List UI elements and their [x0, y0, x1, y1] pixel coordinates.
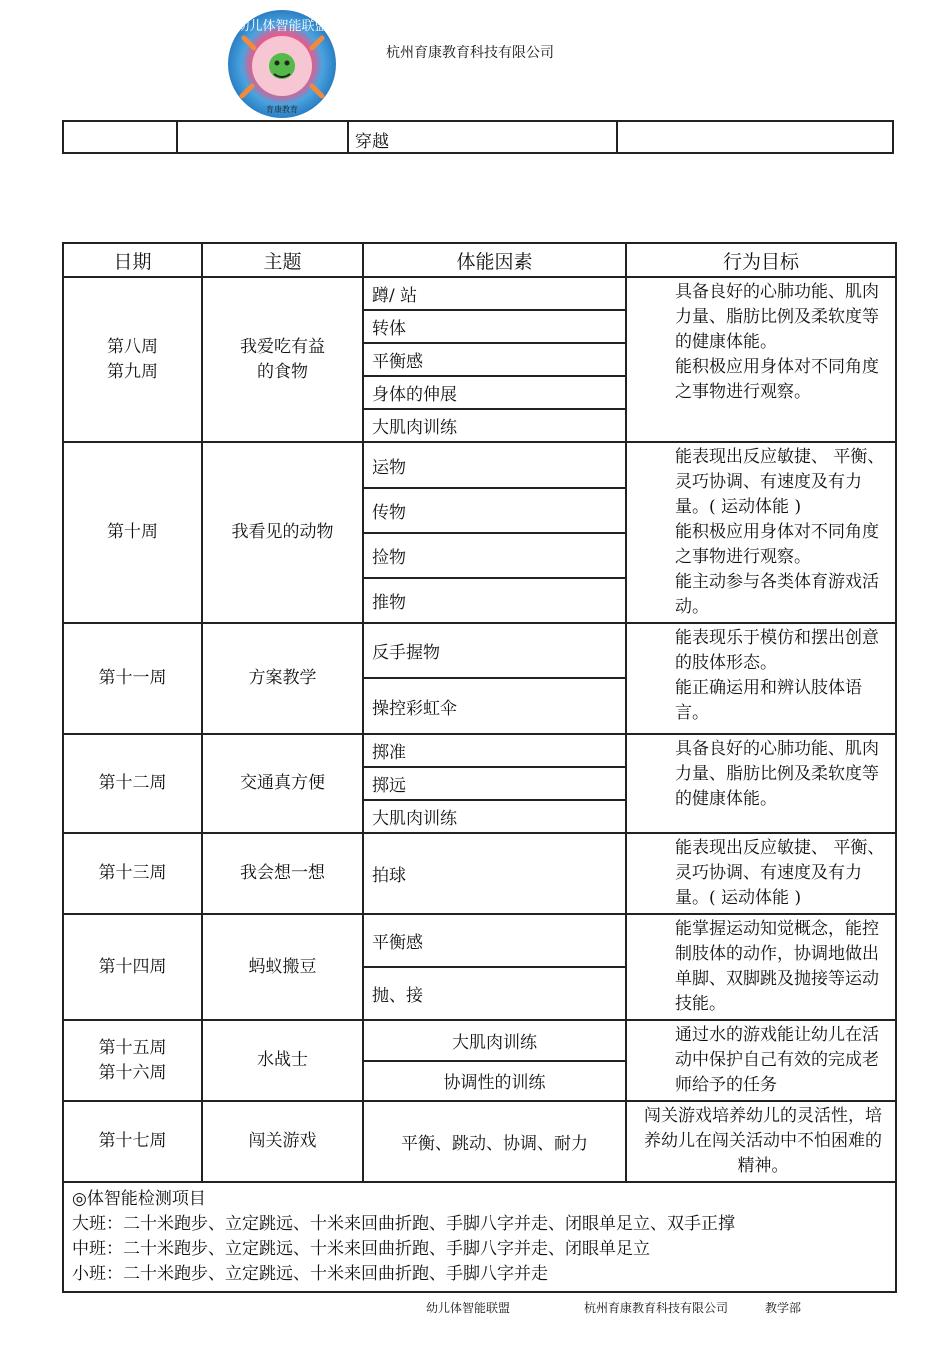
top-cell-1 — [64, 122, 178, 152]
factor-cell: 平衡感 — [363, 914, 626, 967]
top-cell-2 — [178, 122, 349, 152]
date-cell: 第十三周 — [63, 833, 202, 914]
curriculum-table — [62, 242, 897, 1293]
header-goals: 行为目标 — [626, 243, 896, 277]
goal-cell: 通过水的游戏能让幼儿在活动中保护自己有效的完成老师给予的任务 — [626, 1020, 896, 1101]
factor-cell: 操控彩虹伞 — [363, 678, 626, 734]
theme-cell: 方案教学 — [202, 623, 363, 734]
date-cell: 第十周 — [63, 442, 202, 623]
factor-cell: 身体的伸展 — [363, 376, 626, 409]
goal-cell: 能表现出反应敏捷、 平衡、灵巧协调、有速度及有力量。( 运动体能 ) 能积极应用身体对不同角度之事物进行观察。 能主动参与各类体育游戏活动。 — [626, 442, 896, 623]
factor-cell: 传物 — [363, 488, 626, 533]
table-row — [63, 442, 896, 488]
theme-cell: 交通真方便 — [202, 734, 363, 833]
table-header-row — [63, 243, 896, 277]
date-cell: 第十五周 第十六周 — [63, 1020, 202, 1101]
company-name: 杭州育康教育科技有限公司 — [386, 45, 554, 61]
header-date: 日期 — [63, 243, 202, 277]
date-cell: 第十二周 — [63, 734, 202, 833]
goal-cell: 闯关游戏培养幼儿的灵活性，培养幼儿在闯关活动中不怕困难的精神。 — [626, 1101, 896, 1182]
goal-cell: 具备良好的心肺功能、肌肉力量、脂肪比例及柔软度等的健康体能。 — [626, 734, 896, 833]
factor-cell: 运物 — [363, 442, 626, 488]
table-row — [63, 1020, 896, 1061]
table-row — [63, 1101, 896, 1182]
theme-cell: 我爱吃有益 的食物 — [202, 277, 363, 442]
factor-cell: 蹲/ 站 — [363, 277, 626, 310]
table-row — [63, 623, 896, 678]
test-items-line: 大班：二十米跑步、立定跳远、十米来回曲折跑、手脚八字并走、闭眼单足立、双手正撑 — [72, 1214, 735, 1234]
test-items-line: 小班：二十米跑步、立定跳远、十米来回曲折跑、手脚八字并走 — [72, 1264, 548, 1284]
theme-cell: 蚂蚁搬豆 — [202, 914, 363, 1020]
logo — [224, 8, 340, 120]
goal-cell: 具备良好的心肺功能、肌肉力量、脂肪比例及柔软度等的健康体能。 能积极应用身体对不同角度之事物进行观察。 — [626, 277, 896, 442]
top-cell-3: 穿越 — [349, 122, 618, 152]
table-row — [63, 914, 896, 967]
footer-left: 幼儿体智能联盟 — [426, 1301, 511, 1315]
test-items-cell — [63, 1182, 896, 1292]
test-items-line: 中班：二十米跑步、立定跳远、十米来回曲折跑、手脚八字并走、闭眼单足立 — [72, 1239, 650, 1259]
date-cell: 第八周 第九周 — [63, 277, 202, 442]
footer-middle: 杭州育康教育科技有限公司 — [584, 1301, 729, 1315]
theme-cell: 我会想一想 — [202, 833, 363, 914]
top-table — [62, 120, 894, 154]
factor-cell: 平衡、跳动、协调、耐力 — [363, 1101, 626, 1182]
goal-cell: 能掌握运动知觉概念，能控制肢体的动作，协调地做出单脚、双脚跳及抛接等运动技能。 — [626, 914, 896, 1020]
factor-cell: 拍球 — [363, 833, 626, 914]
test-items-row — [63, 1182, 896, 1292]
factor-cell: 掷远 — [363, 767, 626, 800]
factor-cell: 大肌肉训练 — [363, 409, 626, 442]
factor-cell: 协调性的训练 — [363, 1061, 626, 1102]
factor-cell: 平衡感 — [363, 343, 626, 376]
top-cell-4 — [618, 122, 892, 152]
theme-cell: 闯关游戏 — [202, 1101, 363, 1182]
logo-subtext: 育康教育 — [266, 105, 298, 114]
table-row — [63, 277, 896, 310]
goal-cell: 能表现出反应敏捷、 平衡、灵巧协调、有速度及有力量。( 运动体能 ) — [626, 833, 896, 914]
goal-cell: 能表现乐于模仿和摆出创意的肢体形态。 能正确运用和辨认肢体语言。 — [626, 623, 896, 734]
test-items-title: ◎体智能检测项目 — [72, 1189, 206, 1209]
factor-cell: 捡物 — [363, 533, 626, 578]
date-cell: 第十四周 — [63, 914, 202, 1020]
factor-cell: 反手握物 — [363, 623, 626, 678]
factor-cell: 转体 — [363, 310, 626, 343]
factor-cell: 掷准 — [363, 734, 626, 767]
table-row — [63, 734, 896, 767]
footer-right: 教学部 — [765, 1301, 802, 1315]
theme-cell: 我看见的动物 — [202, 442, 363, 623]
factor-cell: 推物 — [363, 578, 626, 623]
date-cell: 第十一周 — [63, 623, 202, 734]
theme-cell: 水战士 — [202, 1020, 363, 1101]
factor-cell: 抛、接 — [363, 967, 626, 1020]
header-factors: 体能因素 — [363, 243, 626, 277]
factor-cell: 大肌肉训练 — [363, 1020, 626, 1061]
factor-cell: 大肌肉训练 — [363, 800, 626, 833]
header-theme: 主题 — [202, 243, 363, 277]
table-row — [63, 833, 896, 914]
date-cell: 第十七周 — [63, 1101, 202, 1182]
logo-text: 幼儿体智能联盟 — [236, 19, 328, 34]
